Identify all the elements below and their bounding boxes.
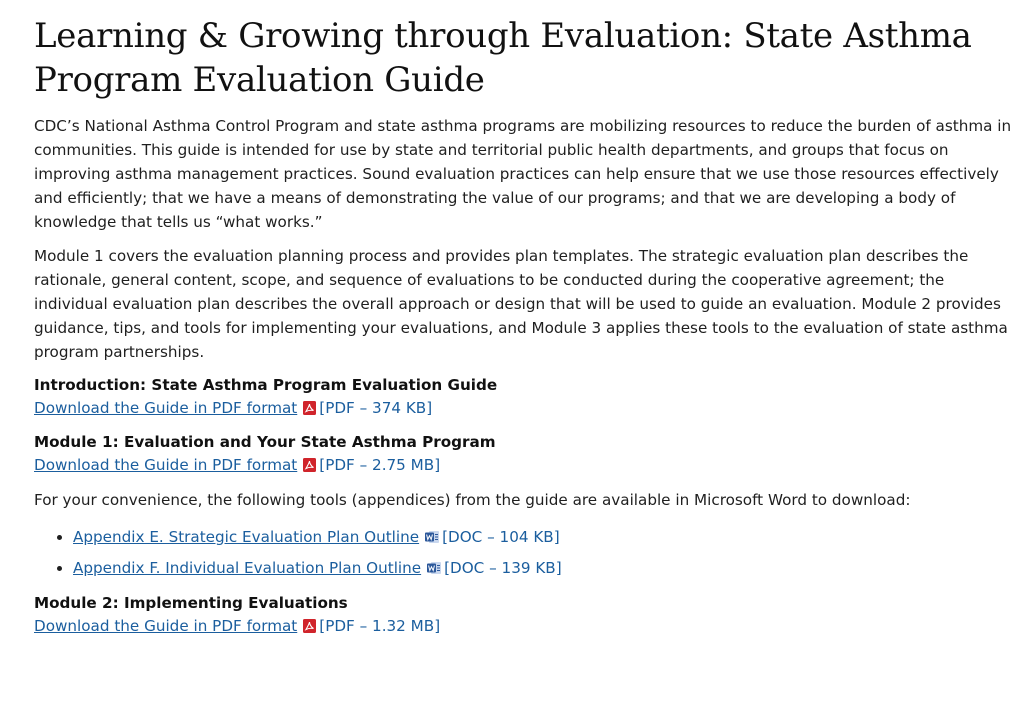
- file-size-label: [DOC – 104 KB]: [442, 528, 560, 546]
- section-title: Module 1: Evaluation and Your State Asthma Program: [34, 433, 496, 451]
- intro-paragraph: CDC’s National Asthma Control Program and state asthma programs are mobilizing resources to reduce the burden of asthma in communities. This guide is intended for use by state and territorial public health departments, and groups that focus on improving asthma management practices. Sound evaluation practices can help ensure that we use those resources effectively and efficiently; that we have a means of demonstrating the value of our programs; and that we are developing a body of knowledge that tells us “what works.”: [34, 117, 1012, 231]
- section-introduction: [34, 374, 1012, 420]
- section-title: Introduction: State Asthma Program Evaluation Guide: [34, 376, 498, 394]
- modules-paragraph: Module 1 covers the evaluation planning process and provides plan templates. The strategic evaluation plan describes the rationale, general content, scope, and sequence of evaluations to be conducted during the cooperative agreement; the individual evaluation plan describes the overall approach or design that will be used to guide an evaluation. Module 2 provides guidance, tips, and tools for implementing your evaluations, and Module 3 applies these tools to the evaluation of state asthma program partnerships.: [34, 247, 1008, 361]
- list-item: [73, 553, 1012, 584]
- appendix-list: [34, 522, 1012, 584]
- tools-intro-text: For your convenience, the following tools (appendices) from the guide are available in Microsoft Word to download:: [34, 491, 911, 509]
- file-size-label: [PDF – 374 KB]: [319, 399, 433, 417]
- download-intro-pdf-link[interactable]: Download the Guide in PDF format: [34, 399, 298, 417]
- download-module1-pdf-link[interactable]: Download the Guide in PDF format: [34, 456, 298, 474]
- section-title: Module 2: Implementing Evaluations: [34, 594, 348, 612]
- appendix-e-doc-link[interactable]: Appendix E. Strategic Evaluation Plan Outline: [73, 528, 420, 546]
- pdf-file-icon: [303, 458, 316, 472]
- word-document-icon: [425, 530, 439, 544]
- file-size-label: [DOC – 139 KB]: [444, 559, 562, 577]
- appendix-f-doc-link[interactable]: Appendix F. Individual Evaluation Plan Outline: [73, 559, 422, 577]
- download-module2-pdf-link[interactable]: Download the Guide in PDF format: [34, 617, 298, 635]
- section-module-1: [34, 431, 1012, 477]
- file-size-label: [PDF – 2.75 MB]: [319, 456, 441, 474]
- file-size-label: [PDF – 1.32 MB]: [319, 617, 441, 635]
- section-module-2: [34, 592, 1012, 638]
- pdf-file-icon: [303, 619, 316, 633]
- word-document-icon: [427, 561, 441, 575]
- list-item: [73, 522, 1012, 553]
- page-title: Learning & Growing through Evaluation: State Asthma Program Evaluation Guide: [34, 16, 972, 100]
- pdf-file-icon: [303, 401, 316, 415]
